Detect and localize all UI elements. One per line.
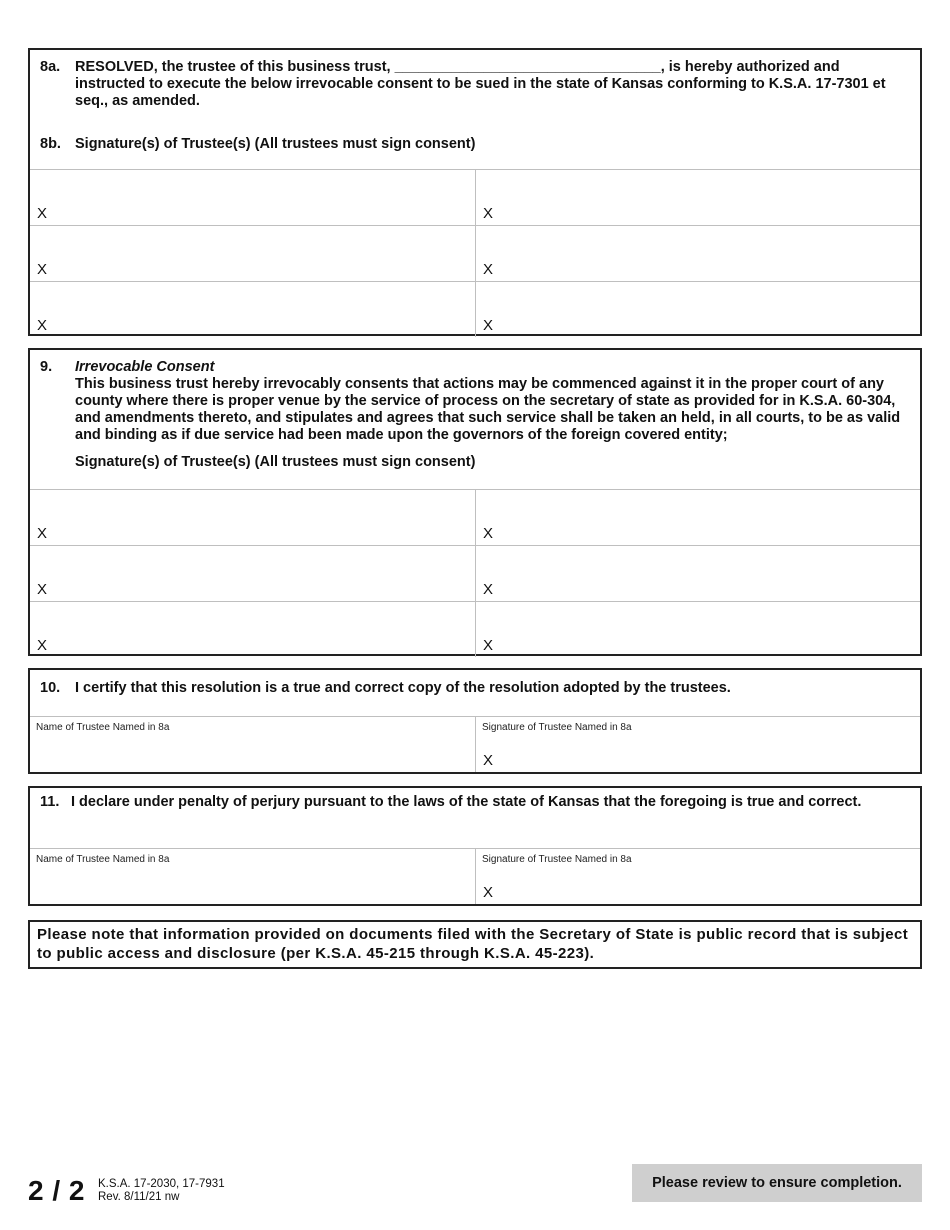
section-11-box <box>28 786 922 906</box>
signature-row <box>30 601 920 657</box>
trustee-name-label: Name of Trustee Named in 8a <box>36 854 170 865</box>
signature-field[interactable] <box>30 546 475 601</box>
signature-x-mark: X <box>483 317 494 334</box>
signature-x-mark: X <box>37 317 48 334</box>
public-record-notice <box>28 920 922 969</box>
section-9-signature-grid <box>30 489 920 657</box>
section-9-title: Irrevocable Consent <box>75 359 215 375</box>
signature-x-mark: X <box>37 637 48 654</box>
signature-x-mark: X <box>483 261 494 278</box>
section-8b-number: 8b. <box>40 136 61 152</box>
page-number: 2 / 2 <box>28 1175 85 1206</box>
trustee-name-field[interactable] <box>30 849 475 904</box>
trustee-signature-field[interactable] <box>475 717 920 772</box>
trustee-signature-field[interactable] <box>475 849 920 904</box>
signature-row <box>30 169 920 225</box>
signature-row <box>30 489 920 545</box>
section-9-box <box>28 348 922 656</box>
trustee-signature-label: Signature of Trustee Named in 8a <box>482 722 632 733</box>
section-10-box <box>28 668 922 774</box>
public-record-notice-text: Please note that information provided on documents filed with the Secretary of State is public record that is subject to public access and disclosure (per K.S.A. 45-215 through K.S.A. 45-223). <box>37 926 909 962</box>
section-8-box <box>28 48 922 336</box>
signature-x-mark: X <box>483 637 494 654</box>
statute-citation: K.S.A. 17-2030, 17-7931 <box>98 1178 225 1190</box>
section-11-number: 11. <box>40 794 60 810</box>
signature-x-mark: X <box>483 525 494 542</box>
section-9-signature-heading: Signature(s) of Trustee(s) (All trustees must sign consent) <box>75 454 476 470</box>
signature-field[interactable] <box>475 170 920 225</box>
signature-field[interactable] <box>475 282 920 337</box>
signature-x-mark: X <box>483 884 494 901</box>
signature-field[interactable] <box>475 490 920 545</box>
trustee-name-label: Name of Trustee Named in 8a <box>36 722 170 733</box>
signature-x-mark: X <box>37 581 48 598</box>
signature-x-mark: X <box>37 261 48 278</box>
signature-x-mark: X <box>37 205 48 222</box>
signature-x-mark: X <box>483 205 494 222</box>
section-8b-heading: Signature(s) of Trustee(s) (All trustees must sign consent) <box>75 136 476 152</box>
signature-row <box>30 281 920 337</box>
signature-x-mark: X <box>483 581 494 598</box>
signature-field[interactable] <box>30 170 475 225</box>
review-completion-button[interactable]: Please review to ensure completion. <box>632 1164 922 1202</box>
section-11-fields <box>30 848 920 904</box>
signature-row <box>30 225 920 281</box>
statute-reference <box>98 1178 225 1203</box>
section-11-text: I declare under penalty of perjury pursuant to the laws of the state of Kansas that the foregoing is true and correct. <box>71 794 862 810</box>
revision-date: Rev. 8/11/21 nw <box>98 1190 180 1203</box>
trustee-signature-label: Signature of Trustee Named in 8a <box>482 854 632 865</box>
section-9-text: This business trust hereby irrevocably consents that actions may be commenced against it in the proper court of any county where there is proper venue by the service of process on the secretary of state as provided for in K.S.A. 60-304, and amendments thereto, and stipulates and agrees that such service shall be taken an held, in all courts, to be as valid and binding as if due service had been made upon the governors of the foreign covered entity; <box>75 376 901 443</box>
signature-field[interactable] <box>30 490 475 545</box>
signature-x-mark: X <box>483 752 494 769</box>
section-8a-number: 8a. <box>40 59 61 75</box>
signature-row <box>30 545 920 601</box>
section-10-fields <box>30 716 920 772</box>
signature-field[interactable] <box>475 226 920 281</box>
signature-field[interactable] <box>30 602 475 657</box>
section-8b-signature-grid <box>30 169 920 337</box>
section-10-text: I certify that this resolution is a true and correct copy of the resolution adopted by the trustees. <box>75 680 731 696</box>
section-8a-text: RESOLVED, the trustee of this business trust, _________________________________, is hereby authorized and instructed to execute the below irrevocable consent to be sued in the state of Kansas conforming to K.S.A. 17-7301 et seq., as amended. <box>75 59 886 109</box>
trustee-name-field[interactable] <box>30 717 475 772</box>
signature-field[interactable] <box>30 226 475 281</box>
signature-field[interactable] <box>475 602 920 657</box>
signature-field[interactable] <box>475 546 920 601</box>
signature-field[interactable] <box>30 282 475 337</box>
section-9-number: 9. <box>40 359 53 375</box>
signature-x-mark: X <box>37 525 48 542</box>
section-10-number: 10. <box>40 680 61 696</box>
